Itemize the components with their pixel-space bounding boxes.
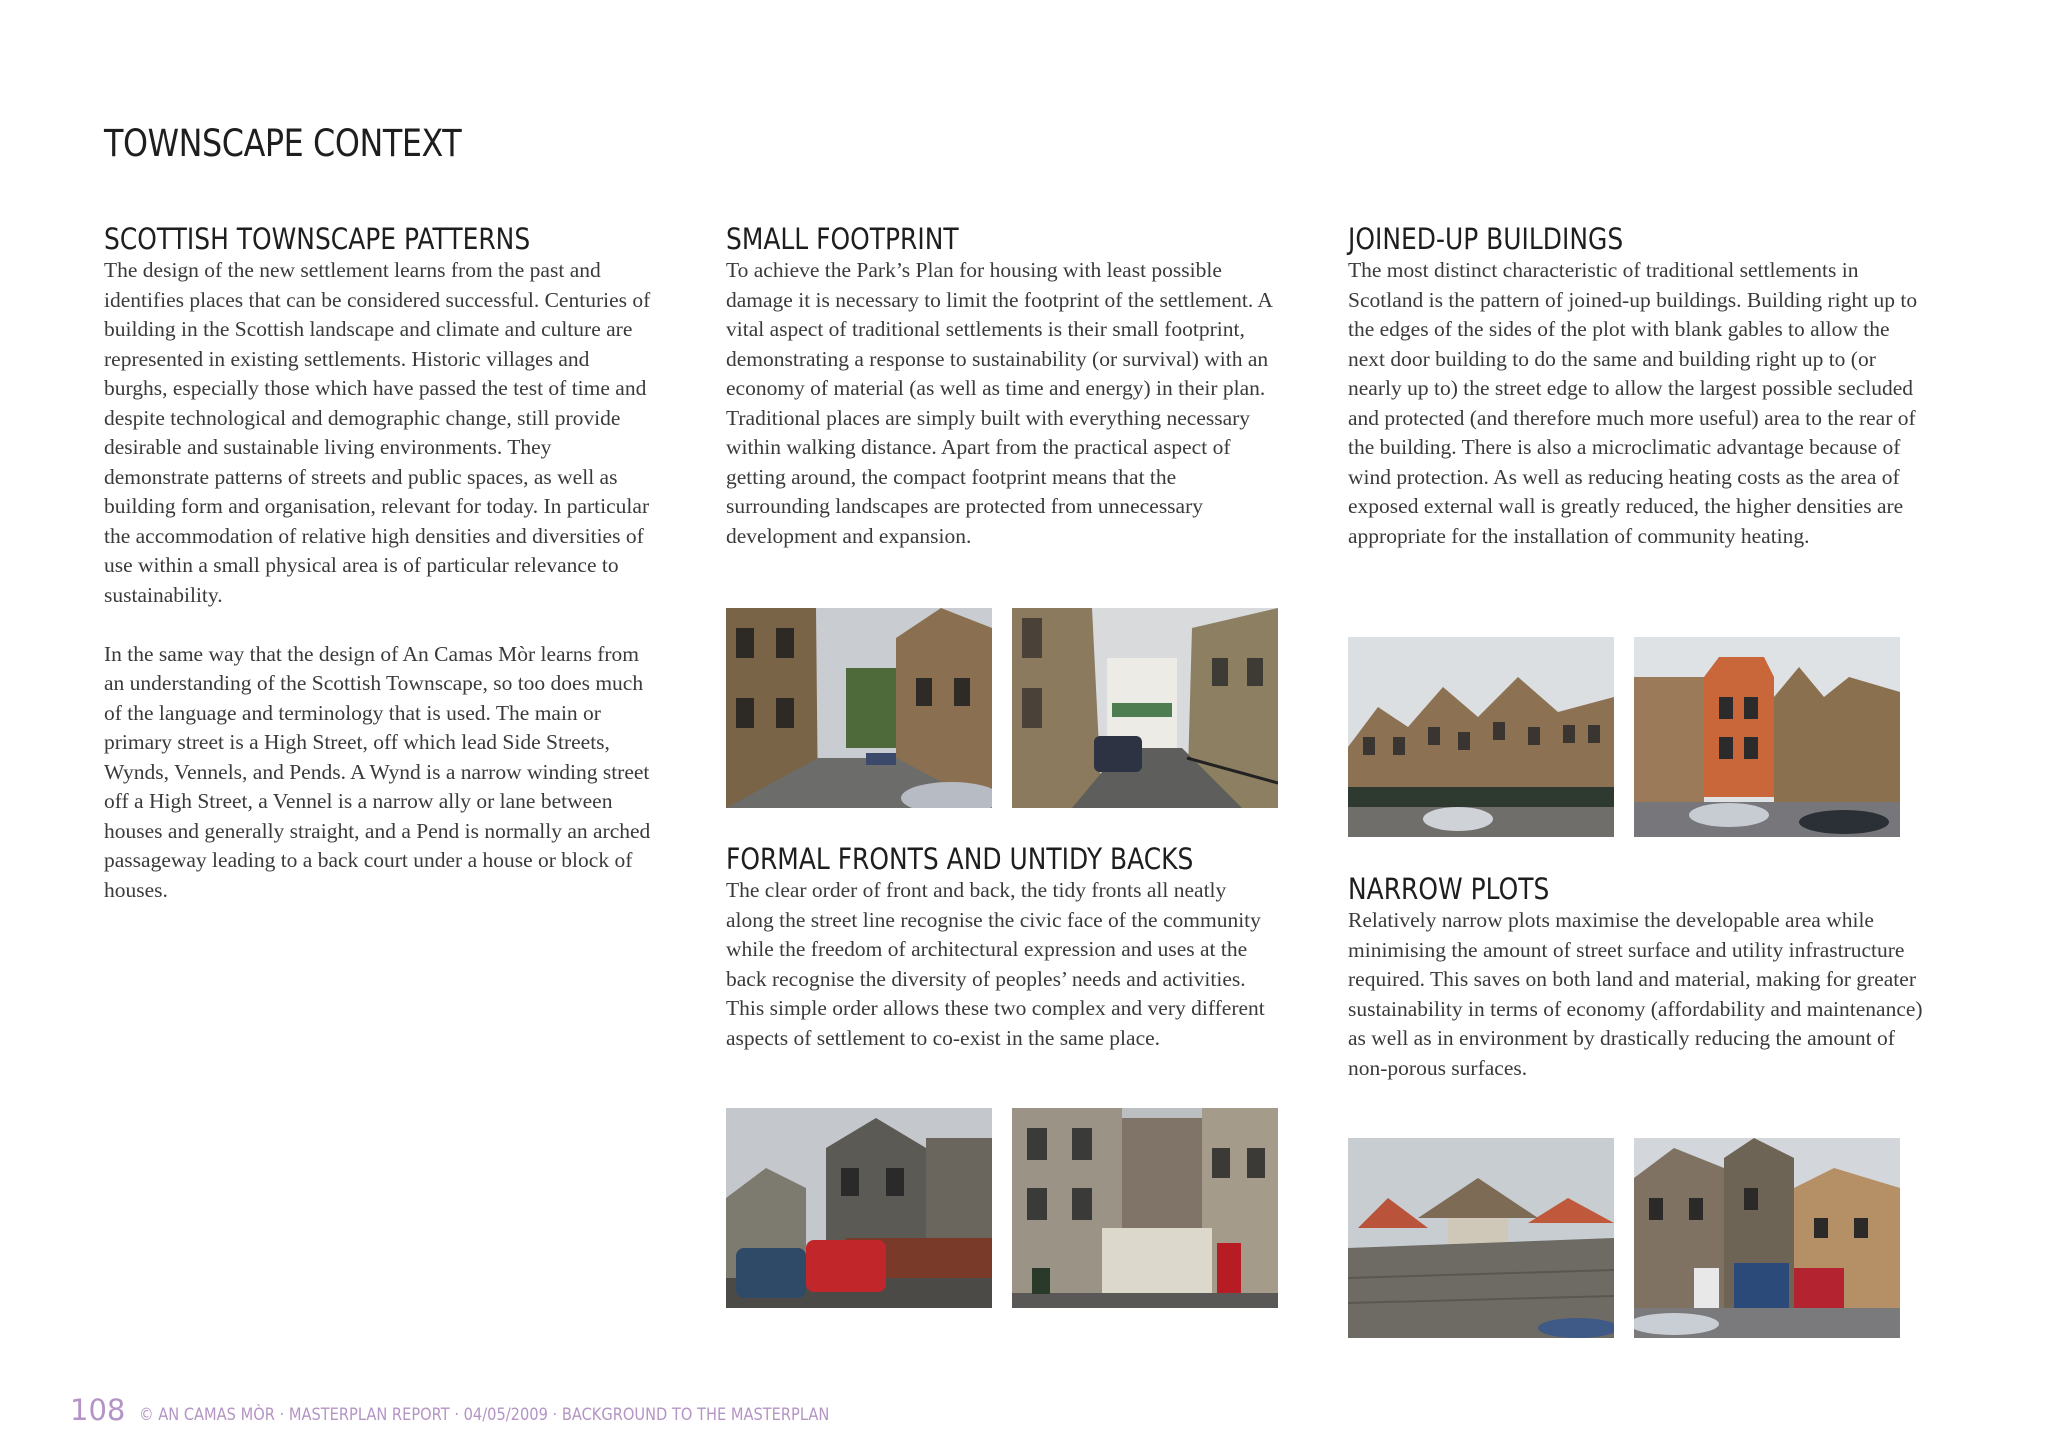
page-title: TOWNSCAPE CONTEXT (104, 122, 462, 165)
page-number: 108 (70, 1393, 126, 1427)
footer-text: © AN CAMAS MÒR · MASTERPLAN REPORT · 04/05/2009 · BACKGROUND TO THE MASTERPLAN (139, 1405, 830, 1425)
section-heading: JOINED-UP BUILDINGS (1348, 222, 1624, 256)
footer (70, 1393, 942, 1427)
section-narrow-plots (1348, 872, 1928, 1083)
section-paragraph: The clear order of front and back, the tidy fronts all neatly along the street line recognise the civic face of the community while the freedom of architectural expression and uses at the back recognise the diversity of peoples’ needs and activities. This simple order allows these two complex and very different aspects of settlement to co-exist in the same place. (726, 878, 1265, 1050)
section-heading: SMALL FOOTPRINT (726, 222, 959, 256)
section-paragraph: The most distinct characteristic of traditional settlements in Scotland is the pattern of joined-up buildings. Building right up to the edges of the sides of the plot with blank gables to allow the next door building to do the same and building right up to (or nearly up to) the street edge to allow the largest possible secluded and protected (and therefore much more useful) area to the rear of the building. There is also a microclimatic advantage because of wind protection. As well as reducing heating costs as the area of exposed external wall is greatly reduced, the higher densities are appropriate for the installation of community heating. (1348, 258, 1918, 548)
photo-narrow-street-with-car (1012, 608, 1278, 808)
section-paragraph: The design of the new settlement learns from the past and identifies places that can be considered successful. Centuries of building in the Scottish landscape and climate and culture are represented in existing settlements. Historic villages and burghs, especially those which have passed the test of time and despite technological and demographic change, still provide desirable and sustainable living environments. They demonstrate patterns of streets and public spaces, as well as building form and organisation, relevant for today. In particular the accommodation of relative high densities and diversities of use within a small physical area is of particular relevance to sustainability. (104, 258, 651, 607)
photo-back-courtyard-with-cars (726, 1108, 992, 1308)
photo-rear-of-buildings (1012, 1108, 1278, 1308)
photo-orange-townhouse-street (1634, 637, 1900, 837)
section-paragraph: In the same way that the design of An Camas Mòr learns from an understanding of the Scottish Townscape, so too does much of the language and terminology that is used. The main or primary street is a High Street, off which lead Side Streets, Wynds, Vennels, and Pends. A Wynd is a narrow winding street off a High Street, a Vennel is a narrow ally or lane between houses and generally straight, and a Pend is normally an arched passageway leading to a back court under a house or block of houses. (104, 641, 651, 902)
photo-lane-between-sandstone-houses (726, 608, 992, 808)
section-formal-fronts-untidy-backs (726, 842, 1274, 1053)
section-heading: NARROW PLOTS (1348, 872, 1550, 906)
photo-narrow-shopfronts-street (1634, 1138, 1900, 1338)
photo-rooftops-over-stone-wall (1348, 1138, 1614, 1338)
section-heading: SCOTTISH TOWNSCAPE PATTERNS (104, 222, 531, 256)
section-small-footprint (726, 222, 1274, 551)
section-heading: FORMAL FRONTS AND UNTIDY BACKS (726, 842, 1194, 876)
section-joined-up-buildings (1348, 222, 1928, 551)
section-scottish-townscape-patterns (104, 222, 652, 905)
section-paragraph: Relatively narrow plots maximise the developable area while minimising the amount of street surface and utility infrastructure required. This saves on both land and material, making for greater sustainability in terms of economy (affordability and maintenance) as well as in environment by drastically reducing the amount of non-porous surfaces. (1348, 908, 1923, 1080)
section-paragraph: To achieve the Park’s Plan for housing with least possible damage it is necessary to limit the footprint of the settlement. A vital aspect of traditional settlements is their small footprint, demonstrating a response to sustainability (or survival) with an economy of material (as well as time and energy) in their plan. Traditional places are simply built with everything necessary within walking distance. Apart from the practical aspect of getting around, the compact footprint means that the surrounding landscapes are protected from unnecessary development and expansion. (726, 258, 1272, 548)
photo-terraced-townhouses-square (1348, 637, 1614, 837)
